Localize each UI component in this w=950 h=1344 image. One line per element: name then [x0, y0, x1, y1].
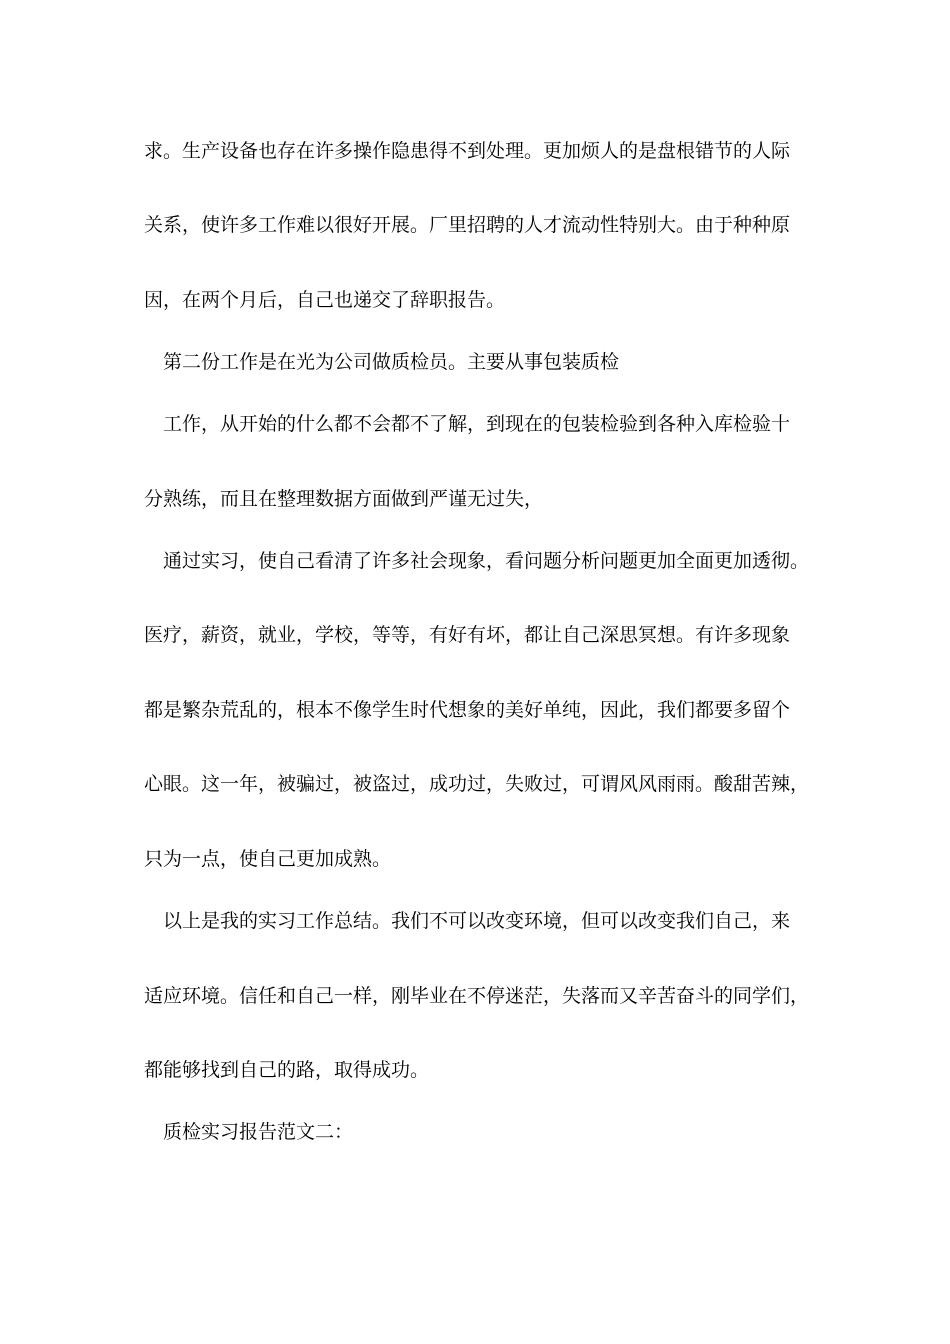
text-line: 分熟练，而且在整理数据方面做到严谨无过失，	[144, 488, 544, 510]
paragraph-start-line: 以上是我的实习工作总结。我们不可以改变环境，但可以改变我们自己，来	[163, 910, 791, 932]
text-line: 因，在两个月后，自己也递交了辞职报告。	[144, 289, 506, 311]
text-line: 只为一点，使自己更加成熟。	[144, 848, 392, 870]
text-line: 心眼。这一年，被骗过，被盗过，成功过，失败过，可谓风风雨雨。酸甜苦辣，	[144, 773, 810, 795]
paragraph-start-line: 工作，从开始的什么都不会都不了解，到现在的包装检验到各种入库检验十	[163, 413, 791, 435]
paragraph-start-line: 通过实习，使自己看清了许多社会现象，看问题分析问题更加全面更加透彻。	[163, 550, 810, 572]
section-heading: 质检实习报告范文二：	[163, 1121, 354, 1143]
text-line: 医疗，薪资，就业，学校，等等，有好有坏，都让自己深思冥想。有许多现象	[144, 624, 791, 646]
text-line: 都能够找到自己的路，取得成功。	[144, 1059, 430, 1081]
text-line: 适应环境。信任和自己一样，刚毕业在不停迷茫，失落而又辛苦奋斗的同学们，	[144, 985, 810, 1007]
paragraph-start-line: 第二份工作是在光为公司做质检员。主要从事包装质检	[163, 351, 620, 373]
text-line: 都是繁杂荒乱的，根本不像学生时代想象的美好单纯，因此，我们都要多留个	[144, 699, 791, 721]
text-line: 求。生产设备也存在许多操作隐患得不到处理。更加烦人的是盘根错节的人际	[144, 140, 791, 162]
text-line: 关系，使许多工作难以很好开展。厂里招聘的人才流动性特别大。由于种种原	[144, 214, 791, 236]
